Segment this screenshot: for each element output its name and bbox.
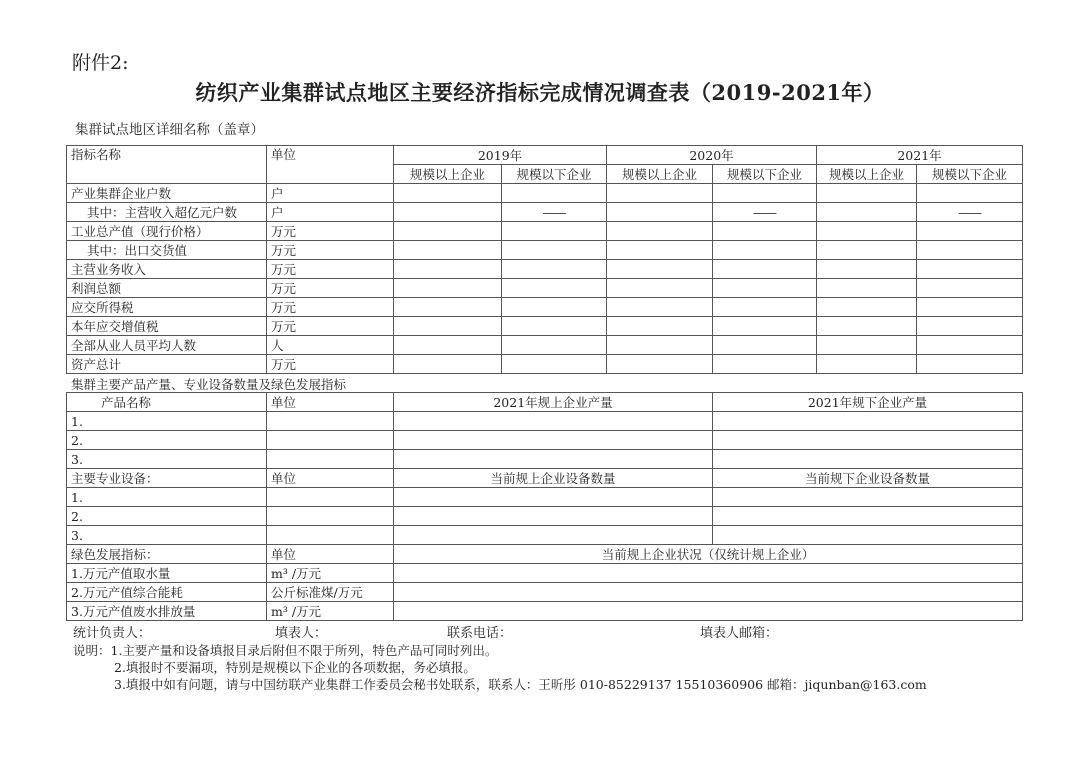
green-header: 绿色发展指标： [67, 545, 267, 564]
data-cell[interactable] [394, 526, 713, 545]
row-unit: 人 [267, 336, 394, 355]
data-cell[interactable] [267, 431, 394, 450]
data-cell[interactable] [917, 222, 1023, 241]
green-unit: m³ /万元 [267, 602, 394, 621]
green-indicator: 3.万元产值废水排放量 [67, 602, 267, 621]
green-unit-header: 单位 [267, 545, 394, 564]
data-cell[interactable] [713, 298, 817, 317]
product-item[interactable]: 1. [67, 412, 267, 431]
row-name: 应交所得税 [67, 298, 267, 317]
data-cell[interactable] [394, 203, 502, 222]
data-cell[interactable] [394, 241, 502, 260]
year-2019-header: 2019年 [394, 146, 607, 165]
data-cell[interactable] [394, 507, 713, 526]
note-3: 3.填报中如有问题，请与中国纺联产业集群工作委员会秘书处联系，联系人：王昕彤 010-85229137 15510360906 邮箱：jiqunban@163.com [114, 677, 927, 692]
row-name: 利润总额 [67, 279, 267, 298]
filler-label: 填表人： [275, 626, 328, 641]
data-cell[interactable] [394, 412, 713, 431]
product-above-header: 2021年规上企业产量 [394, 393, 713, 412]
list-item [67, 526, 1023, 545]
equipment-header-row [67, 469, 1023, 488]
data-cell[interactable] [394, 184, 502, 203]
table-row [67, 317, 1023, 336]
data-cell[interactable] [713, 336, 817, 355]
data-cell[interactable] [394, 336, 502, 355]
data-cell[interactable] [502, 241, 607, 260]
data-cell[interactable] [713, 431, 1023, 450]
data-cell[interactable] [607, 184, 713, 203]
data-cell[interactable] [267, 507, 394, 526]
products-header-row [67, 393, 1023, 412]
green-unit: m³ /万元 [267, 564, 394, 583]
row-unit: 万元 [267, 317, 394, 336]
data-cell[interactable] [917, 298, 1023, 317]
table-row [67, 336, 1023, 355]
data-cell[interactable] [394, 450, 713, 469]
data-cell[interactable] [394, 488, 713, 507]
subheader-below-2020: 规模以下企业 [713, 165, 817, 184]
dash-cell: —— [917, 203, 1023, 222]
data-cell[interactable] [713, 412, 1023, 431]
data-cell[interactable] [713, 450, 1023, 469]
data-cell[interactable] [817, 203, 917, 222]
data-cell[interactable] [607, 203, 713, 222]
list-item [67, 412, 1023, 431]
table-row [67, 298, 1023, 317]
stat-lead-label: 统计负责人： [73, 626, 152, 641]
data-cell[interactable] [394, 564, 1023, 583]
data-cell[interactable] [917, 184, 1023, 203]
table-header-row [67, 146, 1023, 165]
list-item [67, 431, 1023, 450]
row-unit: 万元 [267, 355, 394, 374]
green-status-header: 当前规上企业状况（仅统计规上企业） [394, 545, 1023, 564]
data-cell[interactable] [394, 279, 502, 298]
indicator-header: 指标名称 [67, 146, 267, 184]
equipment-item[interactable]: 3. [67, 526, 267, 545]
data-cell[interactable] [917, 260, 1023, 279]
data-cell[interactable] [502, 298, 607, 317]
product-unit-header: 单位 [267, 393, 394, 412]
table-row [67, 355, 1023, 374]
row-unit: 户 [267, 203, 394, 222]
green-header-row [67, 545, 1023, 564]
subheader-below-2021: 规模以下企业 [917, 165, 1023, 184]
data-cell[interactable] [267, 450, 394, 469]
dash-cell: —— [713, 203, 817, 222]
equipment-item[interactable]: 2. [67, 507, 267, 526]
row-name: 其中：主营收入超亿元户数 [67, 203, 267, 222]
row-unit: 万元 [267, 260, 394, 279]
email-label: 填表人邮箱： [700, 626, 779, 641]
equipment-header: 主要专业设备： [67, 469, 267, 488]
list-item [67, 507, 1023, 526]
data-cell[interactable] [713, 279, 817, 298]
product-below-header: 2021年规下企业产量 [713, 393, 1023, 412]
region-name-label: 集群试点地区详细名称（盖章） [75, 122, 264, 138]
note-1: 说明：1.主要产量和设备填报目录后附但不限于所列，特色产品可同时列出。 [73, 643, 498, 658]
green-unit: 公斤标准煤/万元 [267, 583, 394, 602]
data-cell[interactable] [502, 336, 607, 355]
list-item [67, 450, 1023, 469]
green-indicator: 1.万元产值取水量 [67, 564, 267, 583]
row-unit: 万元 [267, 222, 394, 241]
data-cell[interactable] [394, 317, 502, 336]
table-row [67, 222, 1023, 241]
data-cell[interactable] [502, 355, 607, 374]
data-cell[interactable] [713, 260, 817, 279]
data-cell[interactable] [713, 222, 817, 241]
phone-label: 联系电话： [447, 626, 513, 641]
row-name: 本年应交增值税 [67, 317, 267, 336]
equipment-below-header: 当前规下企业设备数量 [713, 469, 1023, 488]
data-cell[interactable] [917, 317, 1023, 336]
data-cell[interactable] [817, 222, 917, 241]
equipment-unit-header: 单位 [267, 469, 394, 488]
data-cell[interactable] [713, 241, 817, 260]
data-cell[interactable] [917, 241, 1023, 260]
data-cell[interactable] [817, 184, 917, 203]
table-row [67, 583, 1023, 602]
table-row [67, 602, 1023, 621]
data-cell[interactable] [713, 184, 817, 203]
data-cell[interactable] [713, 488, 1023, 507]
data-cell[interactable] [817, 298, 917, 317]
data-cell[interactable] [607, 336, 713, 355]
data-cell[interactable] [502, 279, 607, 298]
data-cell[interactable] [917, 279, 1023, 298]
data-cell[interactable] [394, 355, 502, 374]
table-row [67, 241, 1023, 260]
data-cell[interactable] [394, 298, 502, 317]
unit-header: 单位 [267, 146, 394, 184]
table-row [67, 184, 1023, 203]
table-row [67, 260, 1023, 279]
note-2: 2.填报时不要漏项，特别是规模以下企业的各项数据，务必填报。 [114, 660, 476, 675]
data-cell[interactable] [713, 507, 1023, 526]
data-cell[interactable] [394, 260, 502, 279]
data-cell[interactable] [607, 317, 713, 336]
row-name: 产业集群企业户数 [67, 184, 267, 203]
row-unit: 万元 [267, 298, 394, 317]
data-cell[interactable] [817, 355, 917, 374]
data-cell[interactable] [917, 355, 1023, 374]
subheader-below-2019: 规模以下企业 [502, 165, 607, 184]
equipment-item[interactable]: 1. [67, 488, 267, 507]
data-cell[interactable] [502, 222, 607, 241]
data-cell[interactable] [607, 298, 713, 317]
year-2020-header: 2020年 [607, 146, 817, 165]
product-item[interactable]: 3. [67, 450, 267, 469]
economic-indicators-table [66, 145, 1023, 374]
data-cell[interactable] [607, 260, 713, 279]
document-title: 纺织产业集群试点地区主要经济指标完成情况调查表（2019-2021年） [195, 80, 885, 105]
green-indicator: 2.万元产值综合能耗 [67, 583, 267, 602]
table-row [67, 279, 1023, 298]
attachment-label: 附件2: [72, 52, 129, 74]
row-name: 资产总计 [67, 355, 267, 374]
subheader-above-2020: 规模以上企业 [607, 165, 713, 184]
data-cell[interactable] [502, 317, 607, 336]
row-unit: 万元 [267, 241, 394, 260]
row-unit: 万元 [267, 279, 394, 298]
row-name: 全部从业人员平均人数 [67, 336, 267, 355]
data-cell[interactable] [267, 526, 394, 545]
equipment-above-header: 当前规上企业设备数量 [394, 469, 713, 488]
product-item[interactable]: 2. [67, 431, 267, 450]
data-cell[interactable] [817, 260, 917, 279]
row-name: 主营业务收入 [67, 260, 267, 279]
data-cell[interactable] [713, 317, 817, 336]
row-unit: 户 [267, 184, 394, 203]
list-item [67, 488, 1023, 507]
table-row [67, 203, 1023, 222]
data-cell[interactable] [607, 222, 713, 241]
data-cell[interactable] [713, 355, 817, 374]
data-cell[interactable] [607, 241, 713, 260]
data-cell[interactable] [394, 602, 1023, 621]
data-cell[interactable] [607, 355, 713, 374]
dash-cell: —— [502, 203, 607, 222]
year-2021-header: 2021年 [817, 146, 1023, 165]
data-cell[interactable] [713, 526, 1023, 545]
subheader-above-2021: 规模以上企业 [817, 165, 917, 184]
data-cell[interactable] [817, 241, 917, 260]
data-cell[interactable] [394, 583, 1023, 602]
data-cell[interactable] [394, 431, 713, 450]
data-cell[interactable] [502, 184, 607, 203]
data-cell[interactable] [394, 222, 502, 241]
data-cell[interactable] [817, 279, 917, 298]
data-cell[interactable] [502, 260, 607, 279]
product-name-header: 产品名称 [67, 393, 267, 412]
data-cell[interactable] [607, 279, 713, 298]
products-equipment-table [66, 392, 1023, 621]
data-cell[interactable] [267, 488, 394, 507]
data-cell[interactable] [817, 336, 917, 355]
data-cell[interactable] [917, 336, 1023, 355]
section2-title: 集群主要产品产量、专业设备数量及绿色发展指标 [71, 377, 347, 392]
data-cell[interactable] [267, 412, 394, 431]
row-name: 其中：出口交货值 [67, 241, 267, 260]
data-cell[interactable] [817, 317, 917, 336]
table-row [67, 564, 1023, 583]
subheader-above-2019: 规模以上企业 [394, 165, 502, 184]
row-name: 工业总产值（现行价格） [67, 222, 267, 241]
